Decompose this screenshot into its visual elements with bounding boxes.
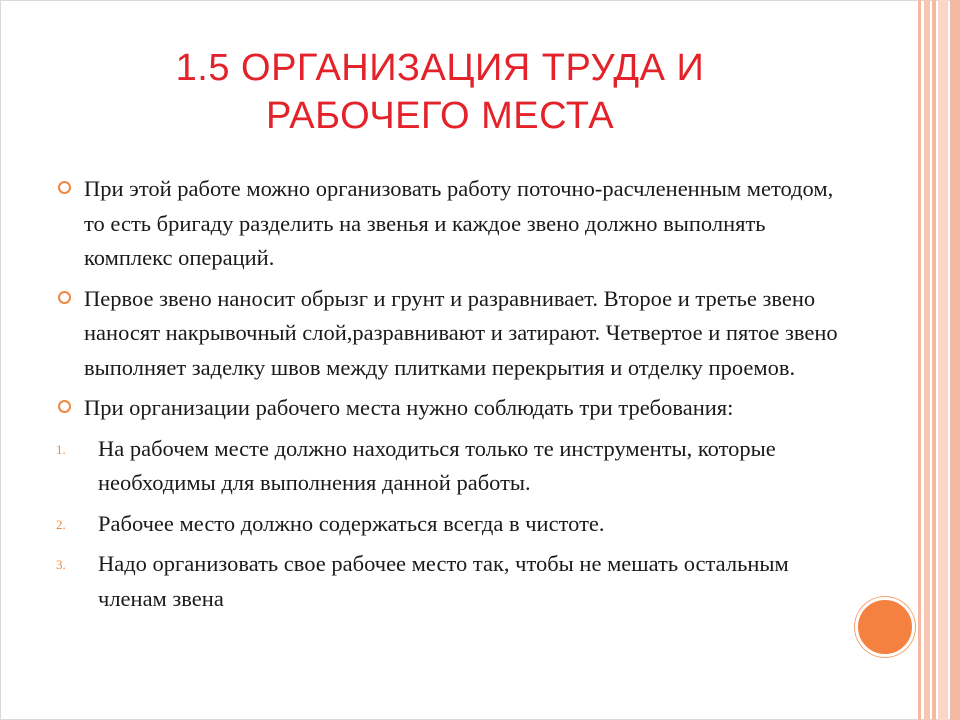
bullet-item	[56, 391, 846, 426]
decor-stripe	[950, 0, 960, 720]
numbered-item	[56, 507, 846, 542]
decor-circle	[855, 597, 915, 657]
item-number: 2.	[56, 516, 66, 532]
title-line-2: РАБОЧЕГО МЕСТА	[265, 95, 615, 137]
title-line-1: 1.5 ОРГАНИЗАЦИЯ ТРУДА И	[175, 47, 705, 89]
bullet-item	[56, 172, 846, 276]
bullet-text: Первое звено наносит обрызг и грунт и разравнивает. Второе и третье звено наносят накрывочный слой,разравнивают и затирают. Четвертое и пятое звено выполняет заделку швов между плитками перекрытия и отделку проемов.	[84, 285, 838, 380]
bullet-ring-icon	[58, 291, 71, 304]
decor-stripe	[938, 0, 948, 720]
numbered-item	[56, 432, 846, 501]
decor-stripe	[932, 0, 936, 720]
item-number: 3.	[56, 557, 66, 572]
bullet-item	[56, 282, 846, 386]
bullet-text: При организации рабочего места нужно соблюдать три требования:	[84, 395, 734, 420]
numbered-text: На рабочем месте должно находиться только те инструменты, которые необходимы для выполнения данной работы.	[98, 435, 776, 495]
slide-body	[56, 172, 846, 622]
bullet-ring-icon	[58, 181, 71, 194]
numbered-item	[56, 547, 846, 616]
decor-stripe	[918, 0, 921, 720]
bullet-ring-icon	[58, 400, 71, 413]
numbered-text: Рабочее место должно содержаться всегда в чистоте.	[98, 510, 605, 536]
item-number: 1.	[56, 441, 66, 457]
bullet-text: При этой работе можно организовать работу поточно-расчлененным методом, то есть бригаду разделить на звенья и каждое звено должно выполнять комплекс операций.	[84, 176, 834, 270]
decor-stripe	[924, 0, 930, 720]
slide-title	[100, 44, 780, 140]
numbered-text: Надо организовать свое рабочее место так, чтобы не мешать остальным членам звена	[98, 551, 789, 611]
